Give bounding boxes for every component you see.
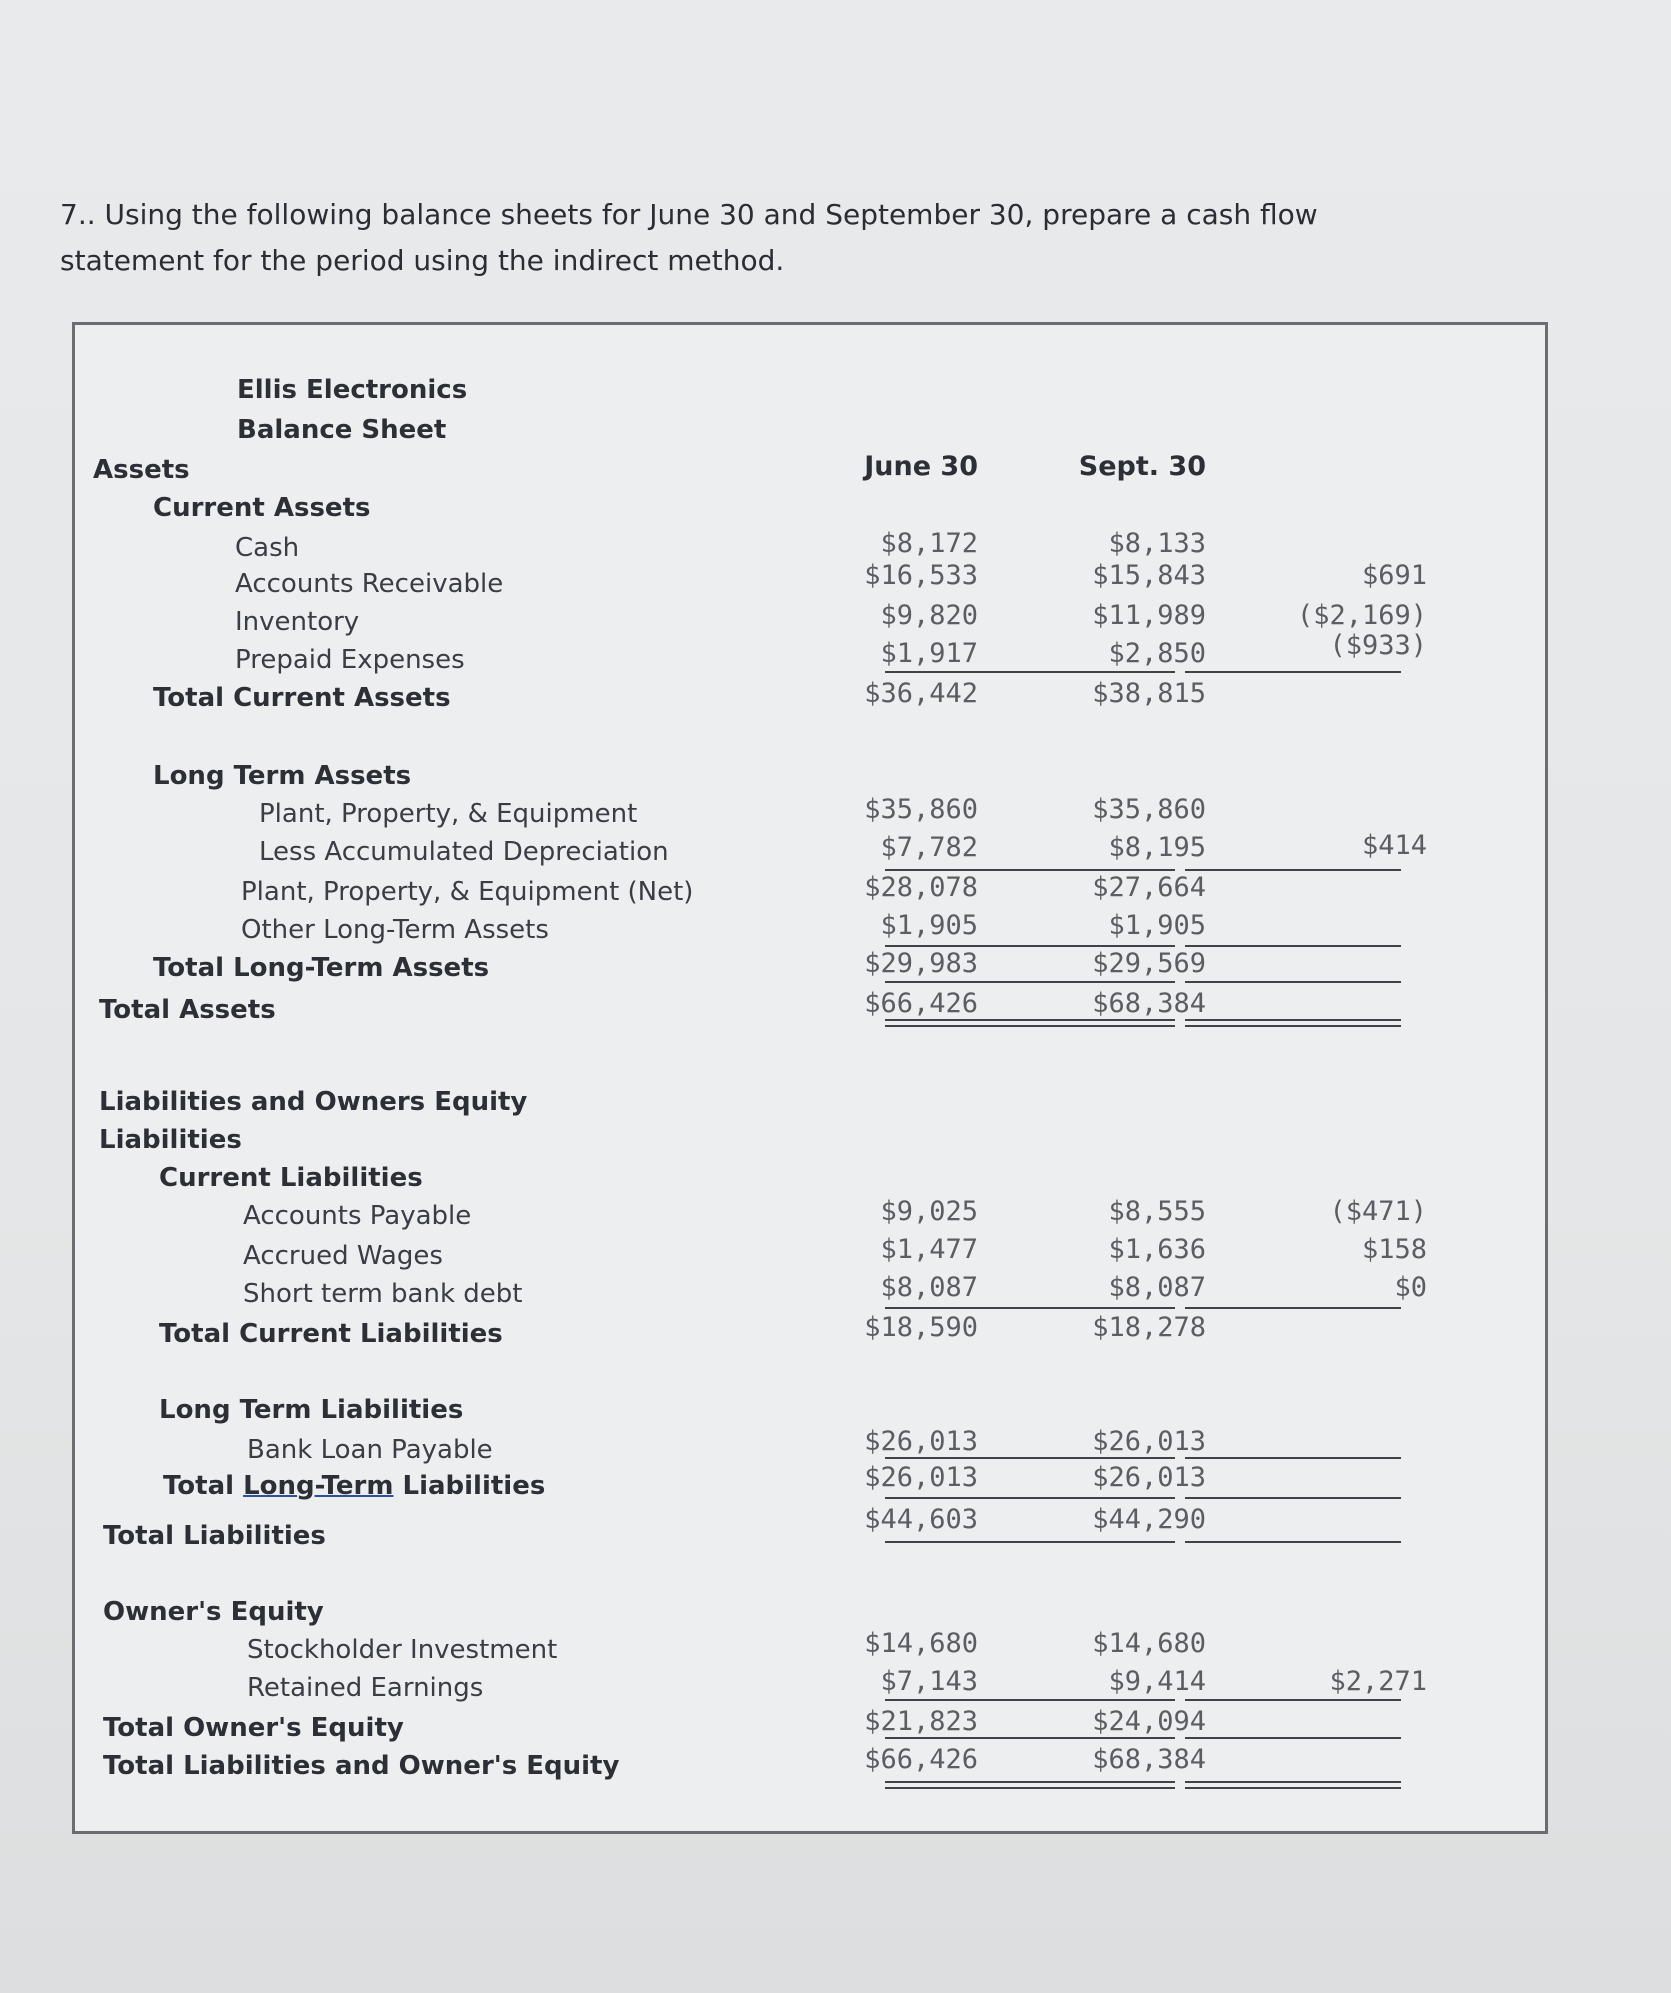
rule xyxy=(1185,869,1401,871)
row-label-accrued-wages: Accrued Wages xyxy=(243,1241,443,1271)
row-label-accumulated-depreciation: Less Accumulated Depreciation xyxy=(259,837,669,867)
prepaid-sept: $2,850 xyxy=(1108,638,1206,669)
tlta-sept: $29,569 xyxy=(1092,948,1206,979)
st-debt-june: $8,087 xyxy=(880,1272,978,1303)
row-label-ppe-net: Plant, Property, & Equipment (Net) xyxy=(241,877,694,907)
re-june: $7,143 xyxy=(880,1666,978,1697)
ppe-net-sept: $27,664 xyxy=(1092,872,1206,903)
inventory-change: ($2,169) xyxy=(1296,600,1427,631)
ar-june: $16,533 xyxy=(864,560,978,591)
rule xyxy=(885,1019,1175,1021)
total-long-term-liabilities-label: Total Long-Term Liabilities xyxy=(163,1471,546,1501)
rule xyxy=(885,1025,1175,1027)
other-lta-june: $1,905 xyxy=(880,910,978,941)
st-debt-sept: $8,087 xyxy=(1108,1272,1206,1303)
inventory-june: $9,820 xyxy=(880,600,978,631)
total-liabilities-label: Total Liabilities xyxy=(103,1521,326,1551)
tl-sept: $44,290 xyxy=(1092,1504,1206,1535)
rule xyxy=(885,869,1175,871)
rule xyxy=(885,981,1175,983)
long-term-liabilities-heading: Long Term Liabilities xyxy=(159,1395,464,1425)
prepaid-change: ($933) xyxy=(1329,630,1427,661)
company-name: Ellis Electronics xyxy=(237,375,468,405)
toe-sept: $24,094 xyxy=(1092,1706,1206,1737)
total-owners-equity-label: Total Owner's Equity xyxy=(103,1713,404,1743)
ppe-net-june: $28,078 xyxy=(864,872,978,903)
wages-change: $158 xyxy=(1361,1234,1427,1265)
tltl-sept: $26,013 xyxy=(1092,1462,1206,1493)
row-label-accounts-payable: Accounts Payable xyxy=(243,1201,472,1231)
cash-sept: $8,133 xyxy=(1108,528,1206,559)
assets-heading: Assets xyxy=(93,455,190,485)
rule xyxy=(1185,1457,1401,1459)
ap-sept: $8,555 xyxy=(1108,1196,1206,1227)
ta-june: $66,426 xyxy=(864,988,978,1019)
rule xyxy=(1185,1737,1401,1739)
long-term-assets-heading: Long Term Assets xyxy=(153,761,412,791)
other-lta-sept: $1,905 xyxy=(1108,910,1206,941)
wages-sept: $1,636 xyxy=(1108,1234,1206,1265)
bank-loan-june: $26,013 xyxy=(864,1426,978,1457)
liabilities-equity-heading: Liabilities and Owners Equity xyxy=(99,1087,528,1117)
rule xyxy=(1185,1497,1401,1499)
total-liabilities-equity-label: Total Liabilities and Owner's Equity xyxy=(103,1751,620,1781)
ar-sept: $15,843 xyxy=(1092,560,1206,591)
wages-june: $1,477 xyxy=(880,1234,978,1265)
rule xyxy=(1185,1787,1401,1789)
rule xyxy=(1185,1541,1401,1543)
row-label-bank-loan-payable: Bank Loan Payable xyxy=(247,1435,493,1465)
current-liabilities-heading: Current Liabilities xyxy=(159,1163,423,1193)
rule xyxy=(885,1497,1175,1499)
re-change: $2,271 xyxy=(1329,1666,1427,1697)
rule xyxy=(885,1307,1175,1309)
bank-loan-sept: $26,013 xyxy=(1092,1426,1206,1457)
rule xyxy=(885,1781,1175,1783)
total-long-term-assets-label: Total Long-Term Assets xyxy=(153,953,490,983)
tltl-june: $26,013 xyxy=(864,1462,978,1493)
rule xyxy=(1185,671,1401,673)
owners-equity-heading: Owner's Equity xyxy=(103,1597,324,1627)
row-label-other-long-term-assets: Other Long-Term Assets xyxy=(241,915,549,945)
stock-june: $14,680 xyxy=(864,1628,978,1659)
total-current-assets-label: Total Current Assets xyxy=(153,683,451,713)
total-assets-label: Total Assets xyxy=(99,995,276,1025)
rule xyxy=(1185,1019,1401,1021)
accum-dep-change: $414 xyxy=(1361,830,1427,861)
row-label-retained-earnings: Retained Earnings xyxy=(247,1673,484,1703)
row-label-accounts-receivable: Accounts Receivable xyxy=(235,569,504,599)
balance-sheet-table xyxy=(72,322,1548,1834)
row-label-short-term-bank-debt: Short term bank debt xyxy=(243,1279,523,1309)
rule xyxy=(885,1737,1175,1739)
rule xyxy=(885,1541,1175,1543)
current-assets-heading: Current Assets xyxy=(153,493,371,523)
report-title: Balance Sheet xyxy=(237,415,447,445)
rule xyxy=(1185,981,1401,983)
row-label-cash: Cash xyxy=(235,533,300,563)
column-header-june: June 30 xyxy=(864,451,978,482)
row-label-prepaid-expenses: Prepaid Expenses xyxy=(235,645,465,675)
tca-sept: $38,815 xyxy=(1092,678,1206,709)
rule xyxy=(1185,1025,1401,1027)
row-label-ppe: Plant, Property, & Equipment xyxy=(259,799,638,829)
re-sept: $9,414 xyxy=(1108,1666,1206,1697)
inventory-sept: $11,989 xyxy=(1092,600,1206,631)
total-current-liabilities-label: Total Current Liabilities xyxy=(159,1319,503,1349)
accum-dep-sept: $8,195 xyxy=(1108,832,1206,863)
ta-sept: $68,384 xyxy=(1092,988,1206,1019)
ppe-sept: $35,860 xyxy=(1092,794,1206,825)
ap-june: $9,025 xyxy=(880,1196,978,1227)
toe-june: $21,823 xyxy=(864,1706,978,1737)
tca-june: $36,442 xyxy=(864,678,978,709)
liabilities-heading: Liabilities xyxy=(99,1125,242,1155)
tcl-june: $18,590 xyxy=(864,1312,978,1343)
ar-change: $691 xyxy=(1361,560,1427,591)
tle-june: $66,426 xyxy=(864,1744,978,1775)
stock-sept: $14,680 xyxy=(1092,1628,1206,1659)
accum-dep-june: $7,782 xyxy=(880,832,978,863)
rule xyxy=(1185,1307,1401,1309)
column-header-sept: Sept. 30 xyxy=(1078,451,1206,482)
rule xyxy=(1185,1781,1401,1783)
question-text: 7.. Using the following balance sheets for June 30 and September 30, prepare a cash flow statement for the period using the indirect method. xyxy=(60,198,1318,277)
rule xyxy=(885,1787,1175,1789)
tcl-sept: $18,278 xyxy=(1092,1312,1206,1343)
cash-june: $8,172 xyxy=(880,528,978,559)
tl-june: $44,603 xyxy=(864,1504,978,1535)
st-debt-change: $0 xyxy=(1394,1272,1427,1303)
rule xyxy=(885,671,1175,673)
prepaid-june: $1,917 xyxy=(880,638,978,669)
rule xyxy=(1185,945,1401,947)
rule xyxy=(885,1699,1175,1701)
rule xyxy=(885,1457,1175,1459)
row-label-stockholder-investment: Stockholder Investment xyxy=(247,1635,558,1665)
row-label-inventory: Inventory xyxy=(235,607,360,637)
tlta-june: $29,983 xyxy=(864,948,978,979)
ap-change: ($471) xyxy=(1329,1196,1427,1227)
tle-sept: $68,384 xyxy=(1092,1744,1206,1775)
rule xyxy=(885,945,1175,947)
ppe-june: $35,860 xyxy=(864,794,978,825)
rule xyxy=(1185,1699,1401,1701)
